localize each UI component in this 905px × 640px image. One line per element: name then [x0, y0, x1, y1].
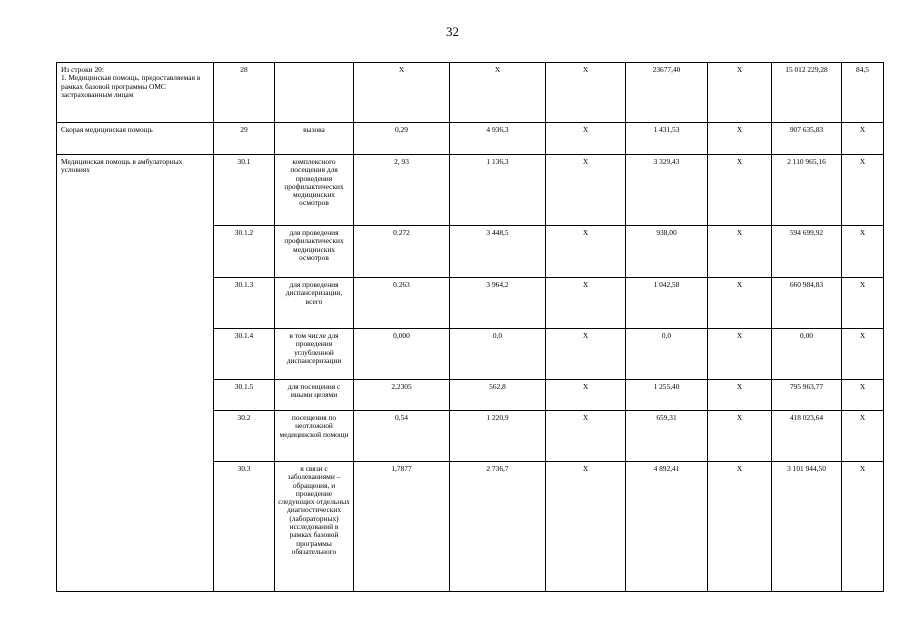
table-row [57, 63, 884, 123]
row-value-cell: 15 012 229,28 [772, 63, 842, 123]
table-row [57, 411, 884, 462]
row-value-cell: 23677,40 [626, 63, 708, 123]
row-code-cell: 30.3 [214, 462, 275, 592]
row-value-cell: 3 101 944,50 [772, 462, 842, 592]
row-value-cell: X [842, 329, 884, 380]
table-row [57, 226, 884, 278]
row-unit-cell: в том числе для проведения углубленной диспансеризации [275, 329, 354, 380]
row-value-cell: 2 110 965,16 [772, 155, 842, 226]
row-value-cell: X [546, 462, 626, 592]
row-value-cell: X [842, 155, 884, 226]
table-row [57, 123, 884, 155]
row-unit-cell: для проведения профилактических медицинских осмотров [275, 226, 354, 278]
row-value-cell: 84,5 [842, 63, 884, 123]
row-unit-cell: для проведения диспансеризации, всего [275, 278, 354, 329]
row-value-cell: 3 964,2 [450, 278, 546, 329]
row-value-cell: X [708, 155, 772, 226]
row-value-cell: 2, 93 [354, 155, 450, 226]
row-value-cell: X [708, 63, 772, 123]
row-value-cell: 938,00 [626, 226, 708, 278]
row-value-cell: X [354, 63, 450, 123]
table-row [57, 155, 884, 226]
row-value-cell: 0,54 [354, 411, 450, 462]
row-value-cell: X [546, 278, 626, 329]
row-value-cell: X [842, 380, 884, 411]
row-value-cell: 562,8 [450, 380, 546, 411]
row-code-cell: 30.1.5 [214, 380, 275, 411]
row-name-cell: Скорая медицинская помощь [57, 123, 214, 155]
row-value-cell: X [546, 380, 626, 411]
row-value-cell: 0,29 [354, 123, 450, 155]
row-value-cell: 0,0 [450, 329, 546, 380]
row-value-cell: 3 448,5 [450, 226, 546, 278]
row-value-cell: 0.263 [354, 278, 450, 329]
row-value-cell: 2 736,7 [450, 462, 546, 592]
row-value-cell: 418 023,64 [772, 411, 842, 462]
row-value-cell: 1 136,3 [450, 155, 546, 226]
row-value-cell: X [546, 226, 626, 278]
row-unit-cell: вызова [275, 123, 354, 155]
row-value-cell: 795 963,77 [772, 380, 842, 411]
row-unit-cell: в связи с заболеваниями – обращения, и проведение следующих отдельных диагностических (лабораторных) исследований в рамках базовой программы обязательного [275, 462, 354, 592]
row-value-cell: 0,0 [626, 329, 708, 380]
row-value-cell: 594 699,92 [772, 226, 842, 278]
row-value-cell: X [546, 411, 626, 462]
row-code-cell: 30.1.3 [214, 278, 275, 329]
row-value-cell: X [450, 63, 546, 123]
row-value-cell: 1 431,53 [626, 123, 708, 155]
row-value-cell: X [708, 123, 772, 155]
row-code-cell: 30.1.2 [214, 226, 275, 278]
row-unit-cell: для посещения с иными целями [275, 380, 354, 411]
row-name-cell [57, 226, 214, 278]
row-value-cell: 4 936,3 [450, 123, 546, 155]
row-value-cell: X [708, 411, 772, 462]
row-value-cell: X [842, 226, 884, 278]
row-name-cell [57, 411, 214, 462]
row-value-cell: X [842, 411, 884, 462]
row-value-cell: 1 255,40 [626, 380, 708, 411]
row-code-cell: 30.1 [214, 155, 275, 226]
row-value-cell: X [842, 462, 884, 592]
row-name-cell: Из строки 20: 1. Медицинская помощь, предоставляемая в рамках базовой программы ОМС застрахованным лицам [57, 63, 214, 123]
table-row [57, 462, 884, 592]
row-value-cell: 3 329,43 [626, 155, 708, 226]
row-value-cell: X [842, 123, 884, 155]
row-name-cell [57, 278, 214, 329]
row-value-cell: X [842, 278, 884, 329]
row-value-cell: X [708, 226, 772, 278]
row-value-cell: X [708, 380, 772, 411]
row-value-cell: 1,7877 [354, 462, 450, 592]
row-value-cell: X [546, 329, 626, 380]
row-value-cell: 2,2305 [354, 380, 450, 411]
row-unit-cell [275, 63, 354, 123]
row-value-cell: X [708, 329, 772, 380]
row-value-cell: X [546, 155, 626, 226]
table-row [57, 329, 884, 380]
row-value-cell: X [546, 123, 626, 155]
row-value-cell: 660 984,83 [772, 278, 842, 329]
row-name-cell [57, 329, 214, 380]
row-value-cell: 907 635,83 [772, 123, 842, 155]
row-value-cell: X [708, 462, 772, 592]
table-row [57, 278, 884, 329]
tariff-table [56, 62, 884, 592]
row-value-cell: 1 220,9 [450, 411, 546, 462]
table-row [57, 380, 884, 411]
row-value-cell: X [708, 278, 772, 329]
row-unit-cell: посещения по неотложной медицинской помощи [275, 411, 354, 462]
row-value-cell: 0,00 [772, 329, 842, 380]
row-code-cell: 29 [214, 123, 275, 155]
row-name-cell: Медицинская помощь в амбулаторных условиях [57, 155, 214, 226]
row-value-cell: 0.272 [354, 226, 450, 278]
page-number: 32 [446, 24, 459, 39]
row-value-cell: 659,31 [626, 411, 708, 462]
row-code-cell: 30.1.4 [214, 329, 275, 380]
row-value-cell: 0,000 [354, 329, 450, 380]
row-name-cell [57, 380, 214, 411]
row-value-cell: 1 042,58 [626, 278, 708, 329]
row-unit-cell: комплексного посещения для проведения профилактических медицинских осмотров [275, 155, 354, 226]
row-name-cell [57, 462, 214, 592]
row-code-cell: 28 [214, 63, 275, 123]
row-code-cell: 30.2 [214, 411, 275, 462]
row-value-cell: X [546, 63, 626, 123]
row-value-cell: 4 892,41 [626, 462, 708, 592]
